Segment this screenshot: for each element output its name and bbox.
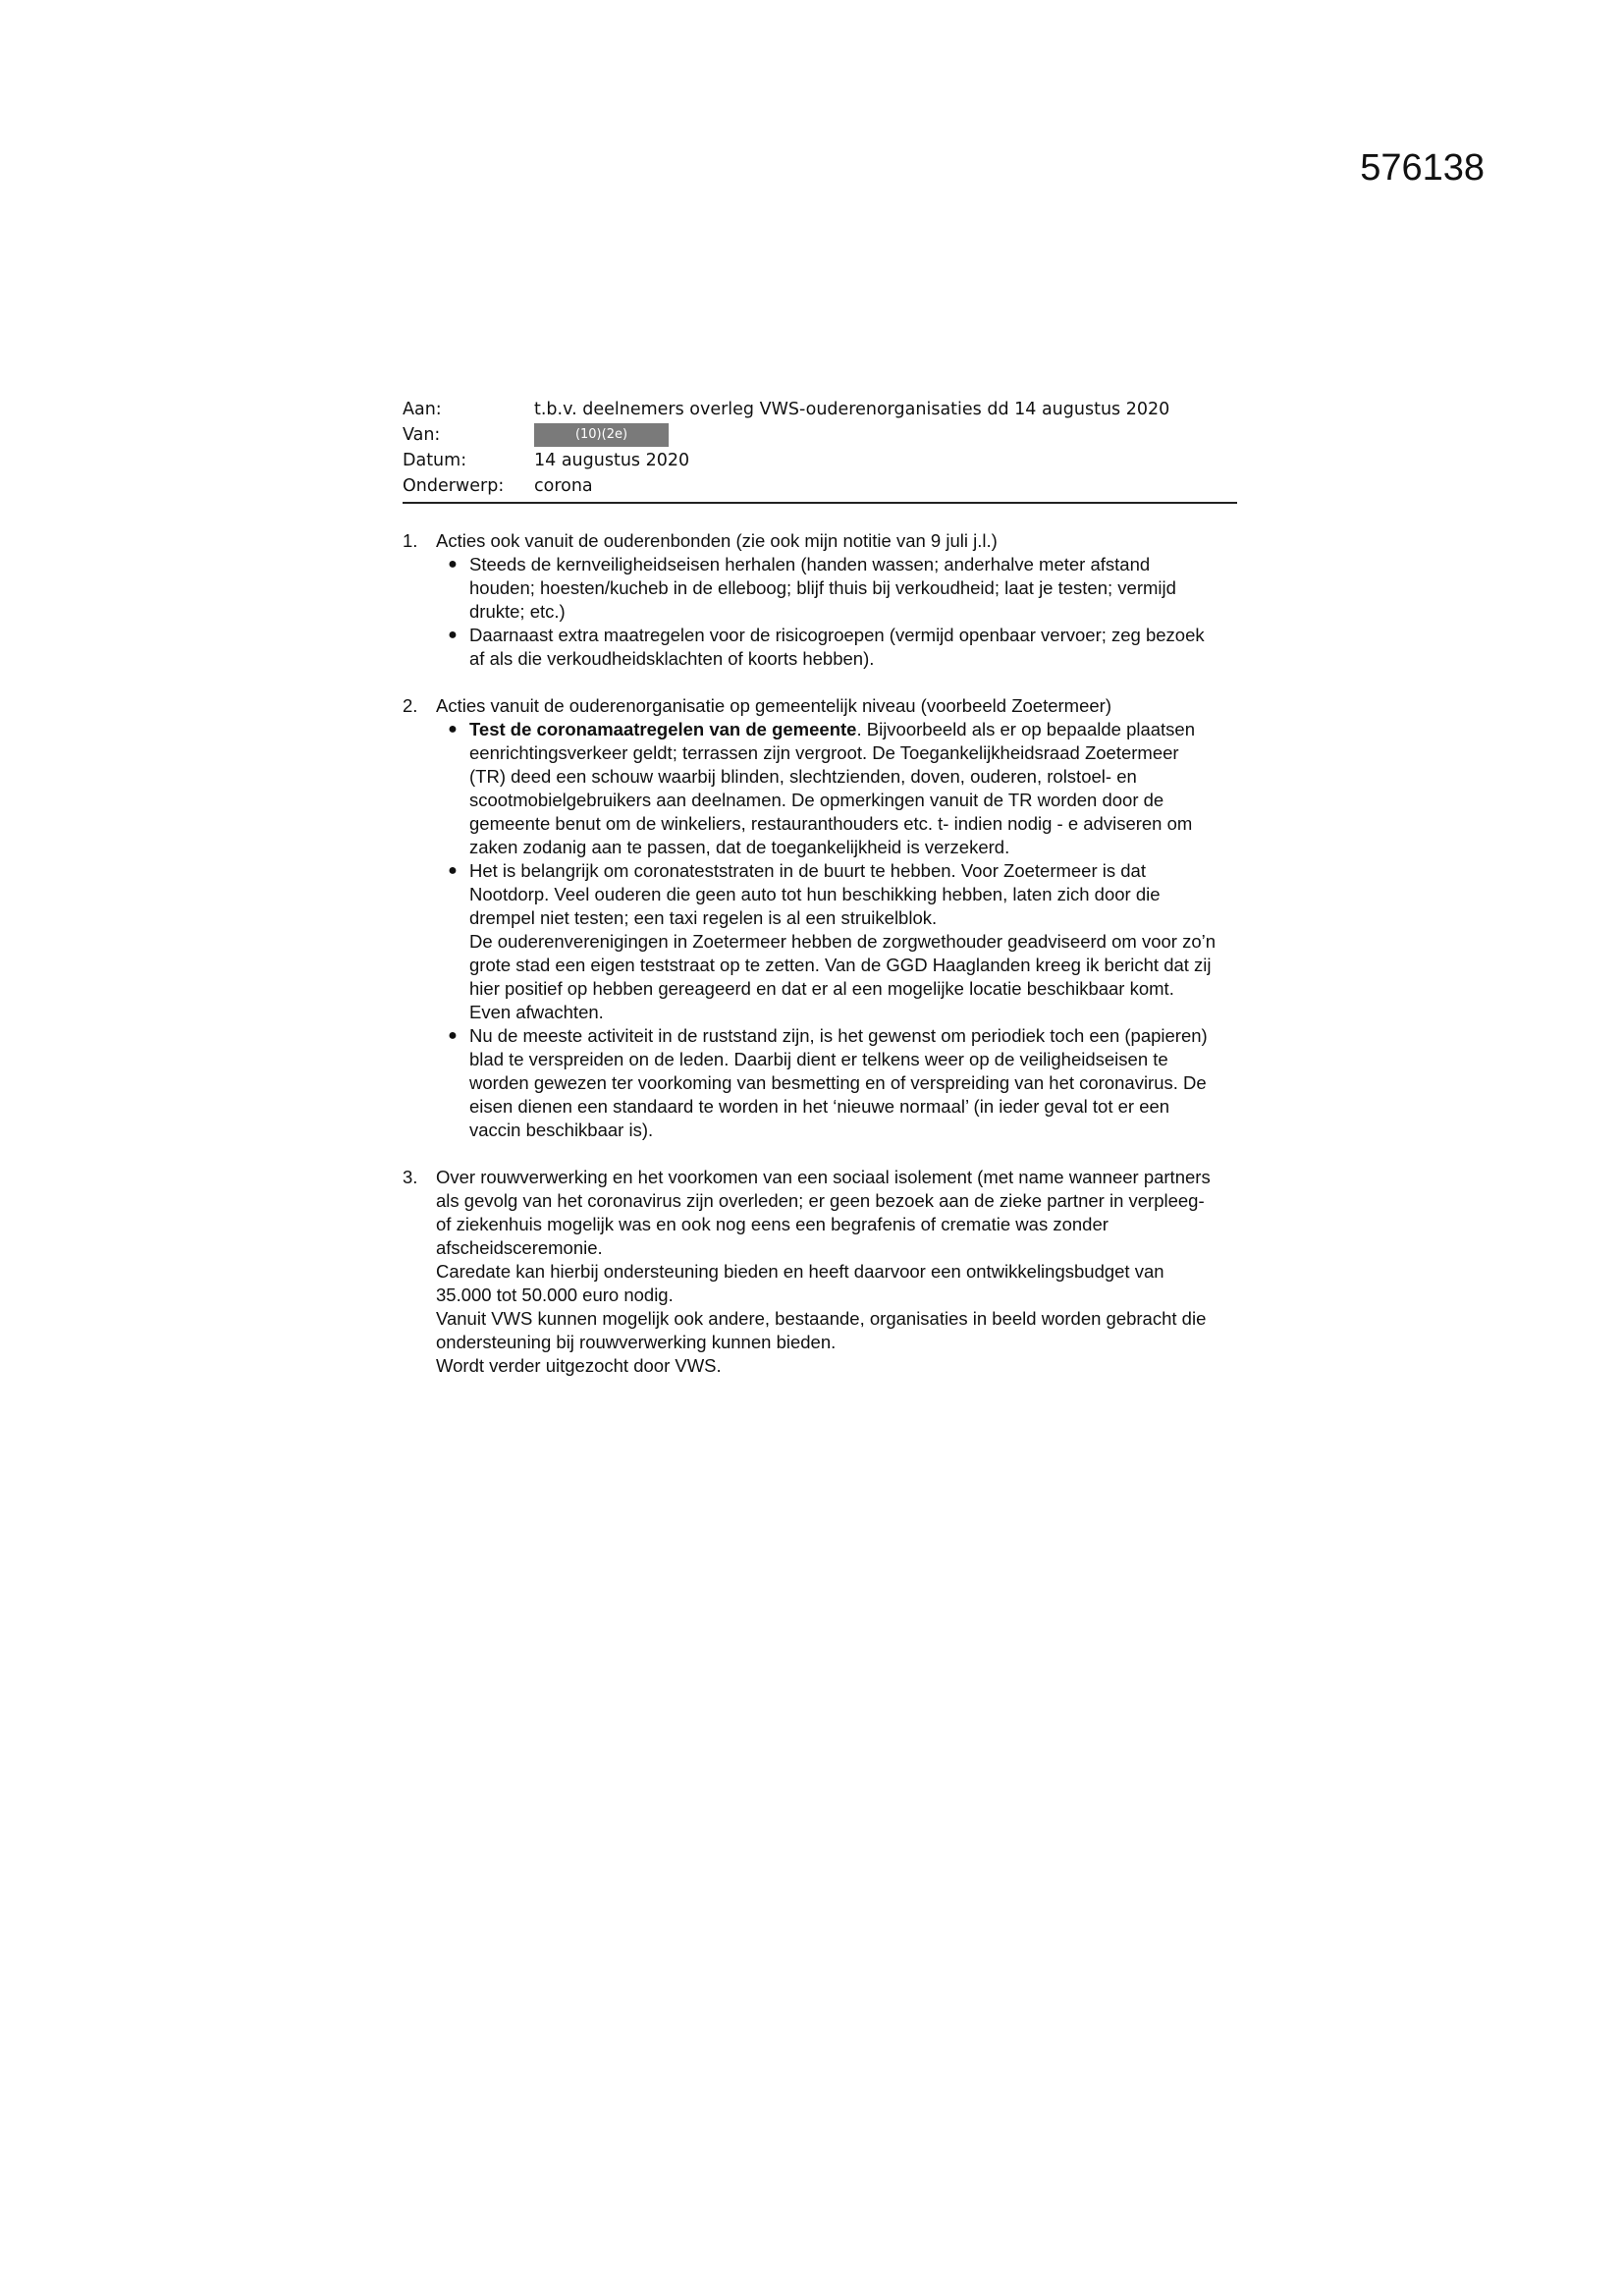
header-label: Datum: (403, 451, 467, 470)
bullet-text (469, 859, 1217, 1024)
list-item (436, 1024, 1217, 1142)
bullet-list (436, 718, 1217, 1142)
list-item (436, 859, 1217, 1024)
section-number: 2. (403, 695, 418, 716)
header-value-subject: corona (534, 476, 593, 496)
bullet-dot-icon: ● (448, 556, 458, 573)
section-title: Acties vanuit de ouderenorganisatie op gemeentelijk niveau (voorbeeld Zoetermeer) (436, 695, 1111, 716)
bullet-text: Steeds de kernveiligheidseisen herhalen (handen wassen; anderhalve meter afstand houden; hoesten/kucheb in de elleboog; blijf thuis bij verkoudheid; laat je testen; vermijd drukte; etc.) (469, 554, 1176, 622)
section-number: 1. (403, 530, 418, 551)
section-content (436, 1166, 1237, 1378)
section-content (436, 694, 1237, 1142)
paragraph: Over rouwverwerking en het voorkomen van een sociaal isolement (met name wanneer partners als gevolg van het coronavirus zijn overleden; er geen bezoek aan de zieke partner in verpleeg- of ziekenhuis mogelijk was en ook nog eens een begrafenis of crematie was zonder afscheidsceremonie. (436, 1167, 1211, 1258)
section-3 (403, 1166, 1237, 1378)
header-value-date: 14 augustus 2020 (534, 451, 690, 470)
section-content (436, 529, 1237, 671)
bullet-dot-icon: ● (448, 627, 458, 643)
memo-body (403, 529, 1237, 1378)
section-2 (403, 694, 1237, 1142)
paragraph: Vanuit VWS kunnen mogelijk ook andere, bestaande, organisaties in beeld worden gebracht die ondersteuning bij rouwverwerking kunnen bieden. (436, 1308, 1207, 1352)
paragraph: Wordt verder uitgezocht door VWS. (436, 1355, 722, 1376)
header-value-recipients: t.b.v. deelnemers overleg VWS-ouderenorganisaties dd 14 augustus 2020 (534, 400, 1170, 419)
list-item (436, 624, 1217, 671)
bullet-dot-icon: ● (448, 1027, 458, 1044)
header-row-onderwerp (403, 473, 1237, 499)
bullet-paragraph: De ouderenverenigingen in Zoetermeer hebben de zorgwethouder geadviseerd om voor zo’n grote stad een eigen teststraat op te zetten. Van de GGD Haaglanden kreeg ik bericht dat zij hier positief op hebben gereageerd en dat er al een mogelijke locatie beschikbaar komt. Even afwachten. (469, 931, 1217, 1022)
bullet-text: Daarnaast extra maatregelen voor de risicogroepen (vermijd openbaar vervoer; zeg bezoek af als die verkoudheidsklachten of koorts hebben). (469, 625, 1205, 669)
list-item (436, 718, 1217, 859)
header-value-sender (534, 423, 1237, 447)
bullet-text-rest: . Bijvoorbeeld als er op bepaalde plaatsen eenrichtingsverkeer geldt; terrassen zijn vergroot. De Toegankelijkheidsraad Zoetermeer (TR) deed een schouw waarbij blinden, slechtzienden, doven, ouderen, rolstoel- en scootmobielgebruikers aan deelnamen. De opmerkingen vanuit de TR worden door de gemeente benut om de winkeliers, restauranthouders etc. t- indien nodig - e adviseren om zaken zodanig aan te passen, dat de toegankelijkheid is verzekerd. (469, 719, 1196, 857)
header-label: Aan: (403, 400, 442, 419)
section-1 (403, 529, 1237, 671)
bullet-dot-icon: ● (448, 862, 458, 879)
header-row-aan (403, 397, 1237, 422)
memo (403, 397, 1237, 1401)
header-label: Van: (403, 425, 441, 445)
document-number: 576138 (1360, 147, 1485, 189)
header-label: Onderwerp: (403, 476, 505, 496)
list-item (436, 553, 1217, 624)
section-title: Acties ook vanuit de ouderenbonden (zie ook mijn notitie van 9 juli j.l.) (436, 530, 998, 551)
header-row-van (403, 422, 1237, 448)
redaction-box: (10)(2e) (534, 423, 669, 447)
section-number: 3. (403, 1167, 418, 1187)
memo-header (403, 397, 1237, 504)
bullet-list (436, 553, 1217, 671)
bullet-paragraph: Het is belangrijk om coronateststraten in de buurt te hebben. Voor Zoetermeer is dat Nootdorp. Veel ouderen die geen auto tot hun beschikking hebben, laten zich door die drempel niet testen; een taxi regelen is al een struikelblok. (469, 860, 1161, 928)
bullet-bold-lead: Test de coronamaatregelen van de gemeente (469, 719, 857, 739)
bullet-text: Nu de meeste activiteit in de ruststand zijn, is het gewenst om periodiek toch een (papieren) blad te verspreiden on de leden. Daarbij dient er telkens weer op de veiligheidseisen te worden gewezen ter voorkoming van besmetting en of verspreiding van het coronavirus. De eisen dienen een standaard te worden in het ‘nieuwe normaal’ (in ieder geval tot er een vaccin beschikbaar is). (469, 1025, 1208, 1140)
header-row-datum (403, 448, 1237, 473)
paragraph: Caredate kan hierbij ondersteuning bieden en heeft daarvoor een ontwikkelingsbudget van 35.000 tot 50.000 euro nodig. (436, 1261, 1164, 1305)
bullet-dot-icon: ● (448, 721, 458, 738)
bullet-text (469, 718, 1217, 859)
